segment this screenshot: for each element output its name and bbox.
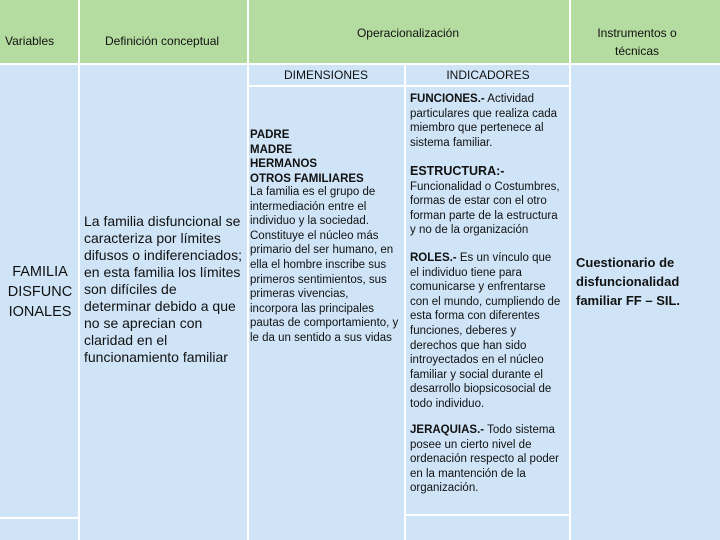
indicador-jerarquias [410,423,559,496]
grid-line-bottom-variables [0,517,80,519]
grid-line-header [0,63,720,65]
header-operacionalizacion: Operacionalización [356,26,460,40]
dimension-desc-line: individuo y la sociedad. [250,215,369,228]
header-dimensiones: DIMENSIONES [283,68,368,82]
definicion-text [84,213,242,366]
definicion-line: caracteriza por límites [84,230,221,246]
roles-first: Es un vínculo que [456,252,552,264]
instrumentos-line: familiar FF – SIL. [576,293,681,308]
funciones-title: FUNCIONES.- [410,93,485,105]
grid-line-subheader [248,85,570,87]
estructura-line: forman parte de la estructura [410,209,558,222]
funciones-first: Actividad [484,93,534,105]
instrumentos-line: Cuestionario de [576,255,675,270]
header-definicion: Definición conceptual [105,34,220,48]
roles-line: introyectados en el núcleo [410,354,544,367]
header-indicadores: INDICADORES [446,68,530,82]
dimension-item: OTROS FAMILIARES [250,172,364,185]
jerarquias-line: organización. [410,482,479,495]
definicion-line: difusos o indiferenciados; [84,247,242,263]
dimension-desc-line: le da un sentido a sus vidas [250,331,392,344]
estructura-line: y no de la organización [410,224,529,237]
dimension-desc-line: Constituye el núcleo más [250,229,379,242]
definicion-line: determinar debido a que [84,298,236,314]
definicion-line: claridad en el [84,332,168,348]
roles-title: ROLES.- [410,252,457,264]
definicion-line: funcionamiento familiar [84,349,228,365]
roles-line: el individuo tiene para [410,266,522,279]
dimension-desc-line: primeros sentimientos, sus [250,273,387,286]
variable-line: IONALES [8,304,72,320]
grid-line-3 [404,64,406,540]
indicador-roles [410,251,560,412]
funciones-line: sistema familiar. [410,136,493,149]
instrumentos-line: disfuncionalidad [576,274,680,289]
dimensiones-description [250,185,398,346]
roles-line: esta forma con diferentes [410,310,540,323]
funciones-line: particulares que realiza cada [410,107,558,120]
dimension-desc-line: incorpora las principales [250,302,375,315]
estructura-line: Funcionalidad o Costumbres, [410,180,560,193]
dimension-desc-line: primeras vivencias, [250,288,349,301]
jerarquias-line: en la mantención de la [410,467,526,480]
variable-line: DISFUNC [7,284,73,300]
definicion-line: La familia disfuncional se [84,213,241,229]
instrumentos-text [576,253,680,310]
roles-line: desarrollo biopsicosocial de [410,383,552,396]
header-variables: Variables [5,34,55,48]
dimension-desc-line: intermediación entre el [250,200,367,213]
indicador-estructura [410,164,560,238]
funciones-line: miembro que pertenece al [410,122,544,135]
dimension-item: MADRE [250,143,293,156]
estructura-line: formas de estar con el otro [410,195,547,208]
dimension-desc-line: La familia es el grupo de [250,186,376,198]
jerarquias-line: ordenación respecto al poder [410,453,559,466]
dimension-item: PADRE [250,129,290,141]
roles-line: familiar y social durante el [410,368,543,381]
indicador-funciones [410,92,557,150]
roles-line: todo individuo. [410,397,485,410]
variable-line: FAMILIA [12,264,68,280]
estructura-title: ESTRUCTURA:- [410,164,505,178]
grid-line-bottom-indicadores [404,514,571,516]
roles-line: comunicarse y enfrentarse [410,281,546,294]
roles-line: funciones, deberes y [410,324,517,337]
roles-line: derechos que han sido [410,339,527,352]
variable-name [0,262,80,322]
definicion-line: son difíciles de [84,281,177,297]
dimensiones-items [250,128,364,186]
header-instrumentos: Instrumentos o técnicas [597,26,677,58]
jerarquias-title: JERAQUIAS.- [410,424,485,436]
dimension-desc-line: primario del ser humano, en [250,244,394,257]
definicion-line: no se aprecian con [84,315,203,331]
jerarquias-first: Todo sistema [484,424,555,436]
dimension-desc-line: ella el hombre inscribe sus [250,258,387,271]
roles-line: con el mundo, cumpliendo de [410,295,561,308]
jerarquias-line: posee un cierto nivel de [410,438,532,451]
dimension-desc-line: pautas de comportamiento, y [250,317,399,330]
dimension-item: HERMANOS [250,158,318,171]
definicion-line: en esta familia los límites [84,264,241,280]
